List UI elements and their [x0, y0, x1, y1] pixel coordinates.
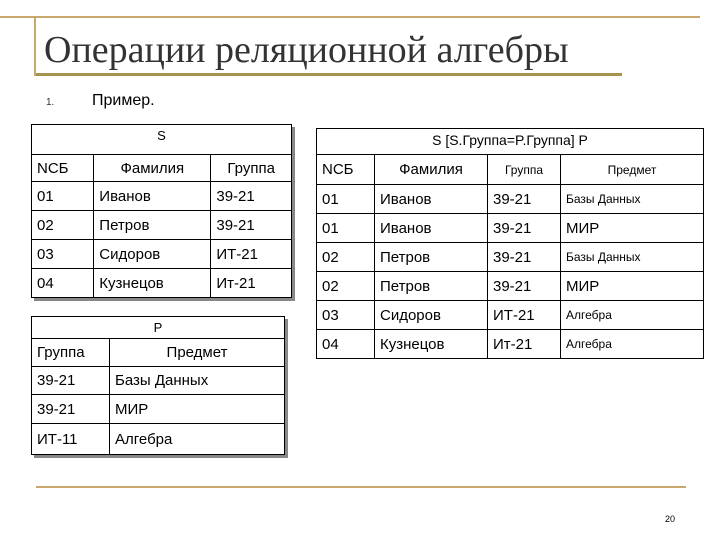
table-cell: 39-21: [488, 185, 561, 214]
table-cell: ИТ-21: [488, 301, 561, 330]
table-cell: 39-21: [211, 211, 292, 240]
bullet-number: 1.: [46, 97, 55, 108]
table-row: [32, 269, 292, 298]
table-join-caption: S [S.Группа=P.Группа] P: [317, 129, 704, 155]
table-cell: 03: [317, 301, 375, 330]
table-cell: Ит-21: [211, 269, 292, 298]
table-s-header-ncb: NCБ: [32, 155, 94, 182]
table-cell: 02: [317, 243, 375, 272]
table-cell: Ит-21: [488, 330, 561, 359]
table-cell: Кузнецов: [94, 269, 211, 298]
table-cell: Петров: [375, 272, 488, 301]
table-row: [32, 211, 292, 240]
bullet-text: Пример.: [92, 92, 155, 109]
table-s-header-group: Группа: [211, 155, 292, 182]
table-cell: Сидоров: [94, 240, 211, 269]
left-border-line: [34, 16, 36, 76]
table-cell: Петров: [375, 243, 488, 272]
table-p-caption: P: [32, 317, 285, 339]
table-cell: 39-21: [32, 367, 110, 395]
table-join-header-group: Группа: [488, 155, 561, 185]
table-cell: Базы Данных: [561, 243, 704, 272]
footer-line: [36, 486, 686, 488]
table-cell: МИР: [561, 272, 704, 301]
table-cell: 39-21: [211, 182, 292, 211]
table-cell: Алгебра: [561, 301, 704, 330]
table-row: [317, 272, 704, 301]
table-cell: Петров: [94, 211, 211, 240]
table-cell: Иванов: [375, 214, 488, 243]
table-s: [31, 124, 292, 298]
table-s-header-surname: Фамилия: [94, 155, 211, 182]
table-row: [317, 243, 704, 272]
table-row: [317, 214, 704, 243]
table-row: [32, 424, 285, 455]
table-cell: 39-21: [488, 243, 561, 272]
table-row: [317, 301, 704, 330]
table-cell: Кузнецов: [375, 330, 488, 359]
table-row: [32, 395, 285, 424]
table-cell: Иванов: [375, 185, 488, 214]
table-cell: 02: [317, 272, 375, 301]
page-number: 20: [665, 514, 676, 524]
slide-title: Операции реляционной алгебры: [44, 29, 569, 71]
table-join-header-surname: Фамилия: [375, 155, 488, 185]
table-row: [32, 240, 292, 269]
table-row: [32, 367, 285, 395]
table-s-caption: S: [32, 125, 292, 155]
table-cell: 01: [32, 182, 94, 211]
table-cell: ИТ-21: [211, 240, 292, 269]
table-cell: 01: [317, 214, 375, 243]
table-p-header-group: Группа: [32, 339, 110, 367]
title-underline: [36, 73, 622, 76]
table-cell: 02: [32, 211, 94, 240]
table-cell: Базы Данных: [561, 185, 704, 214]
table-cell: Алгебра: [561, 330, 704, 359]
table-cell: Алгебра: [110, 424, 285, 455]
table-join-header-ncb: NCБ: [317, 155, 375, 185]
table-cell: 39-21: [488, 272, 561, 301]
table-cell: 03: [32, 240, 94, 269]
table-p-header-subject: Предмет: [110, 339, 285, 367]
table-cell: МИР: [110, 395, 285, 424]
table-cell: 04: [32, 269, 94, 298]
table-cell: ИТ-11: [32, 424, 110, 455]
table-cell: 39-21: [32, 395, 110, 424]
table-cell: 39-21: [488, 214, 561, 243]
table-join-header-subject: Предмет: [561, 155, 704, 185]
table-cell: Базы Данных: [110, 367, 285, 395]
table-p: [31, 316, 285, 455]
table-cell: Сидоров: [375, 301, 488, 330]
table-row: [32, 182, 292, 211]
table-row: [317, 330, 704, 359]
table-cell: 04: [317, 330, 375, 359]
top-border-line: [0, 16, 700, 18]
table-cell: 01: [317, 185, 375, 214]
table-cell: МИР: [561, 214, 704, 243]
table-row: [317, 185, 704, 214]
table-cell: Иванов: [94, 182, 211, 211]
table-join: [316, 128, 704, 359]
